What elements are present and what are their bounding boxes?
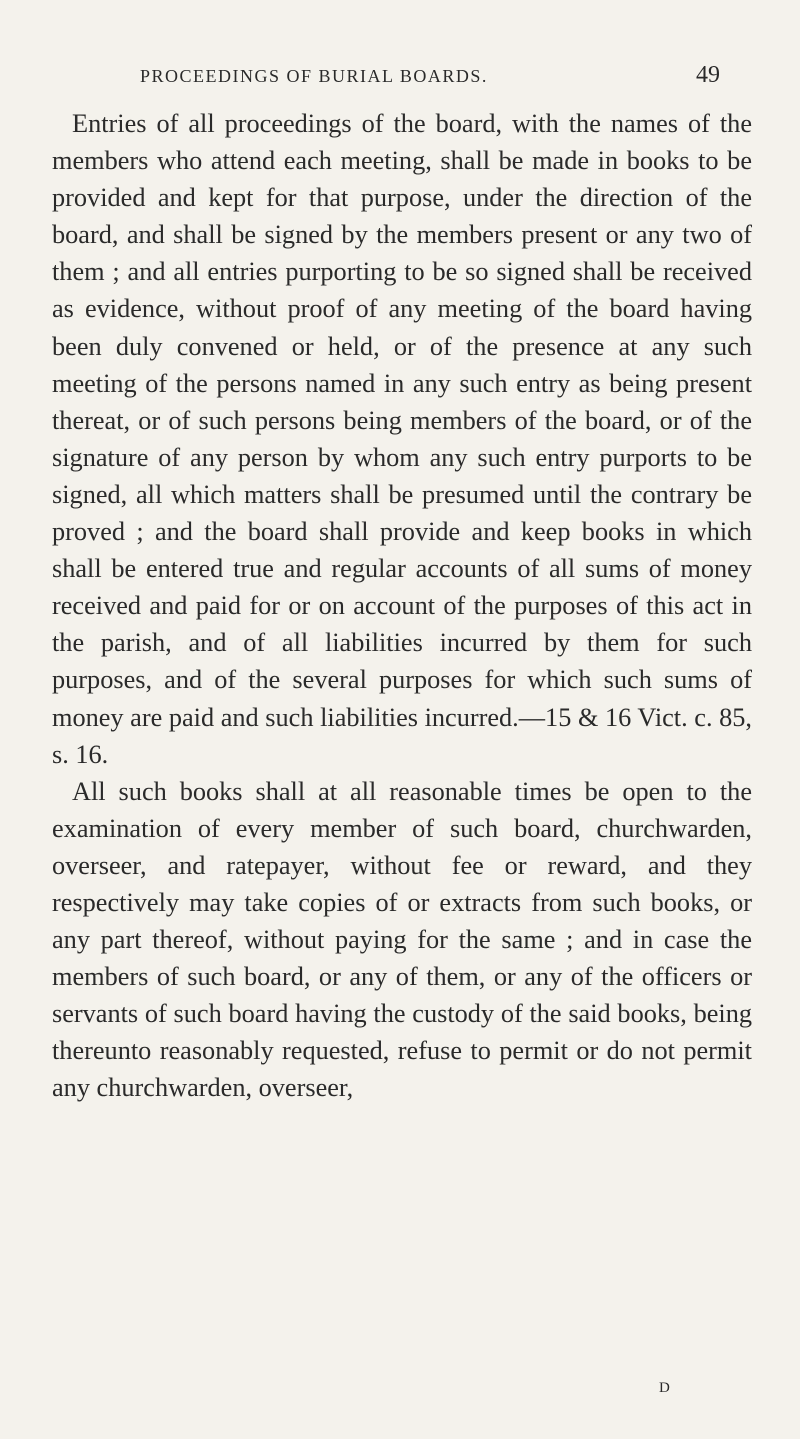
body-text [52, 105, 752, 1107]
paragraph: Entries of all proceedings of the board, with the names of the members who attend each meeting, shall be made in books to be provided and kept for that purpose, under the direction of the board, and shall be signed by the members present or any two of them ; and all entries purporting to be so signed shall be received as evidence, without proof of any meeting of the board having been duly convened or held, or of the presence at any such meeting of the persons named in any such entry as being present thereat, or of such persons being members of the board, or of the signature of any person by whom any such entry purports to be signed, all which matters shall be presumed until the contrary be proved ; and the board shall provide and keep books in which shall be entered true and regular accounts of all sums of money received and paid for or on account of the purposes of this act in the parish, and of all liabilities incurred by them for such purposes, and of the several purposes for which such sums of money are paid and such liabilities incurred.—15 & 16 Vict. c. 85, s. 16. [52, 109, 752, 769]
signature-mark: D [659, 1380, 671, 1396]
running-title: PROCEEDINGS OF BURIAL BOARDS. [140, 66, 488, 86]
paragraph: All such books shall at all reasonable times be open to the examination of every member of such board, churchwarden, overseer, and ratepayer, without fee or reward, and they respectively may take copies of or extracts from such books, or any part thereof, without paying for the same ; and in case the members of such board, or any of them, or any of the officers or servants of such board having the custody of the said books, being thereunto reasonably requested, refuse to permit or do not permit any churchwarden, overseer, [52, 776, 752, 1103]
page-number: 49 [696, 62, 720, 88]
page-header [140, 62, 720, 89]
